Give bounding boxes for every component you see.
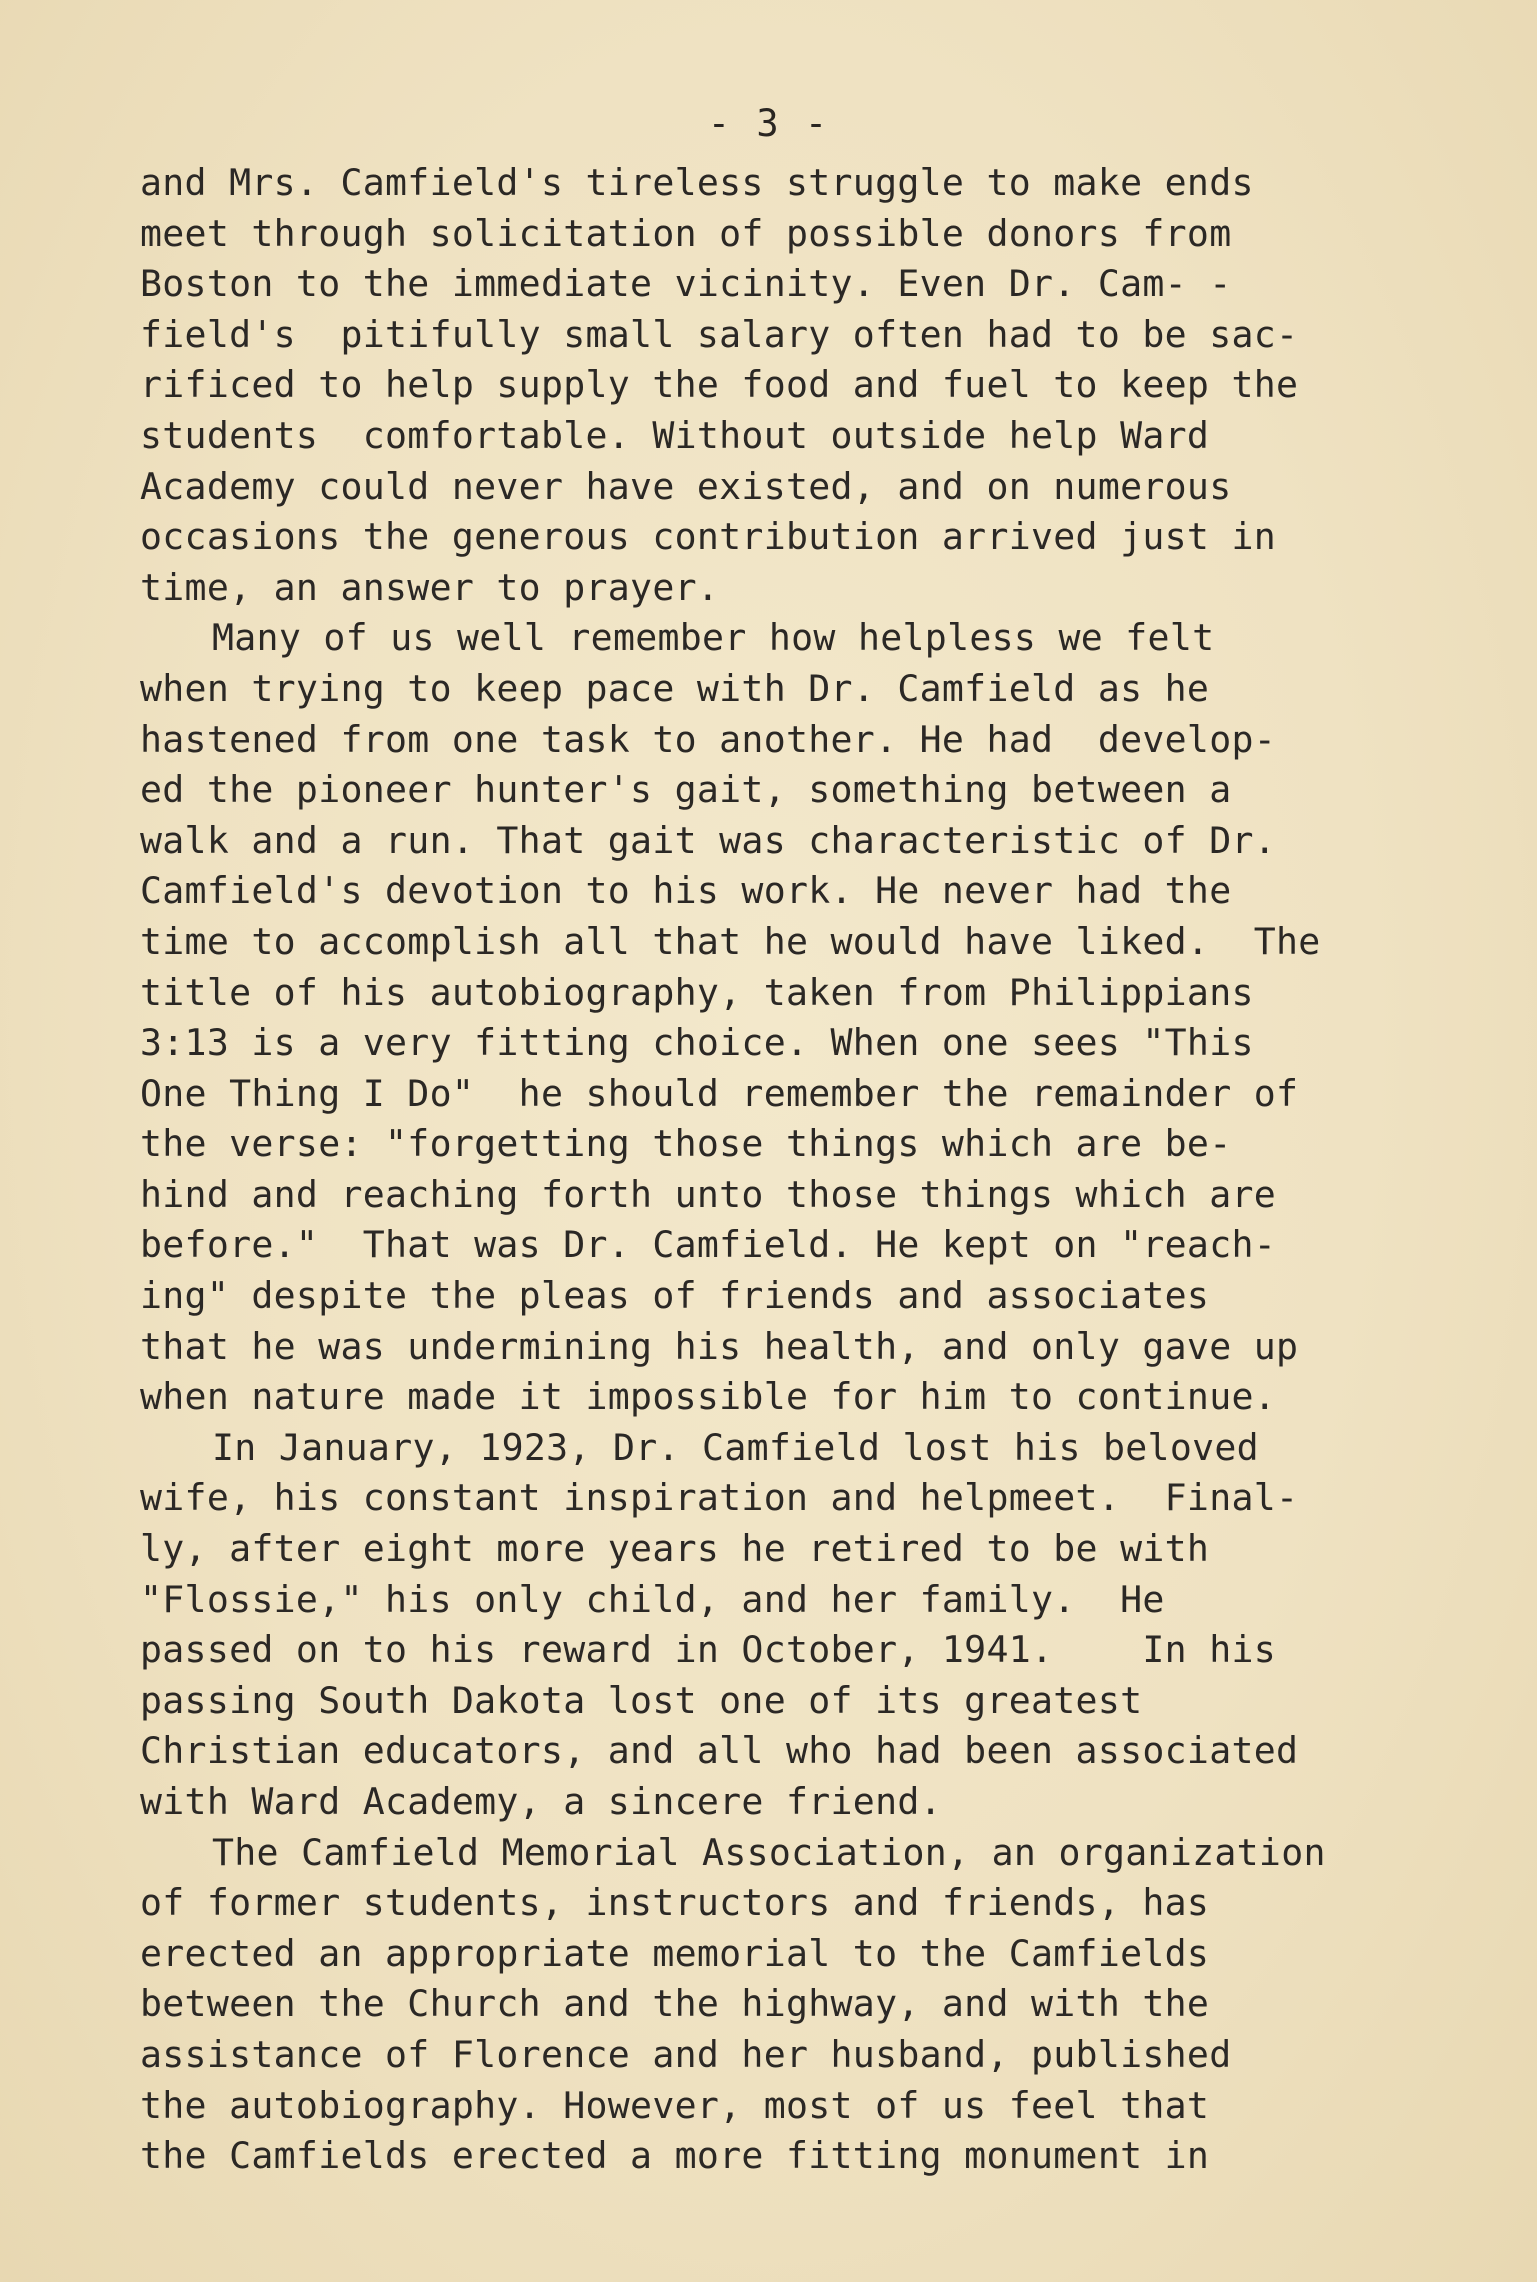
text-line: rificed to help supply the food and fuel to keep the	[140, 363, 1299, 407]
text-line: passing South Dakota lost one of its greatest	[140, 1678, 1143, 1722]
text-line: 3:13 is a very fitting choice. When one sees "This	[140, 1021, 1254, 1065]
text-line: meet through solicitation of possible donors from	[140, 211, 1232, 255]
text-line: Academy could never have existed, and on numerous	[140, 464, 1232, 508]
text-line: between the Church and the highway, and with the	[140, 1982, 1210, 2026]
text-line: erected an appropriate memorial to the Camfields	[140, 1931, 1210, 1975]
text-line: hastened from one task to another. He had develop-	[140, 717, 1277, 761]
text-line: passed on to his reward in October, 1941. In his	[140, 1628, 1277, 1672]
text-line: the verse: "forgetting those things which are be-	[140, 1122, 1232, 1166]
text-line: Christian educators, and all who had been associated	[140, 1729, 1299, 1773]
body-text	[140, 158, 1480, 2182]
text-line: title of his autobiography, taken from Philippians	[140, 970, 1254, 1014]
text-line: time, an answer to prayer.	[140, 565, 720, 609]
text-line: hind and reaching forth unto those things which are	[140, 1172, 1277, 1216]
text-line: assistance of Florence and her husband, published	[140, 2032, 1232, 2076]
text-line: Camfield's devotion to his work. He never had the	[140, 869, 1232, 913]
text-line: time to accomplish all that he would have liked. The	[140, 919, 1321, 963]
text-line: ing" despite the pleas of friends and associates	[140, 1274, 1210, 1318]
text-line: Boston to the immediate vicinity. Even Dr. Cam- -	[140, 262, 1232, 306]
text-line: when nature made it impossible for him to continue.	[140, 1375, 1277, 1419]
text-line: with Ward Academy, a sincere friend.	[140, 1780, 942, 1823]
text-line: Many of us well remember how helpless we felt	[212, 616, 1215, 660]
text-line: and Mrs. Camfield's tireless struggle to make ends	[140, 161, 1254, 204]
text-line: ly, after eight more years he retired to be with	[140, 1527, 1210, 1571]
text-line: The Camfield Memorial Association, an organization	[212, 1830, 1326, 1874]
text-line: ed the pioneer hunter's gait, something between a	[140, 768, 1232, 812]
text-line: the autobiography. However, most of us feel that	[140, 2083, 1210, 2127]
text-line: occasions the generous contribution arrived just in	[140, 515, 1277, 559]
text-line: One Thing I Do" he should remember the remainder of	[140, 1071, 1299, 1115]
text-line: the Camfields erected a more fitting monument in	[140, 2134, 1210, 2178]
text-line: "Flossie," his only child, and her family. He	[140, 1577, 1165, 1621]
text-line: In January, 1923, Dr. Camfield lost his beloved	[212, 1425, 1259, 1469]
page-number: - 3 -	[707, 102, 830, 145]
text-line: field's pitifully small salary often had to be sac-	[140, 312, 1299, 356]
text-line: of former students, instructors and friends, has	[140, 1881, 1210, 1925]
text-line: before." That was Dr. Camfield. He kept on "reach-	[140, 1223, 1277, 1267]
text-line: students comfortable. Without outside help Ward	[140, 413, 1210, 457]
text-line: that he was undermining his health, and only gave up	[140, 1324, 1299, 1368]
text-line: when trying to keep pace with Dr. Camfield as he	[140, 666, 1210, 710]
text-line: walk and a run. That gait was characteristic of Dr.	[140, 818, 1277, 862]
text-line: wife, his constant inspiration and helpmeet. Final-	[140, 1476, 1299, 1520]
